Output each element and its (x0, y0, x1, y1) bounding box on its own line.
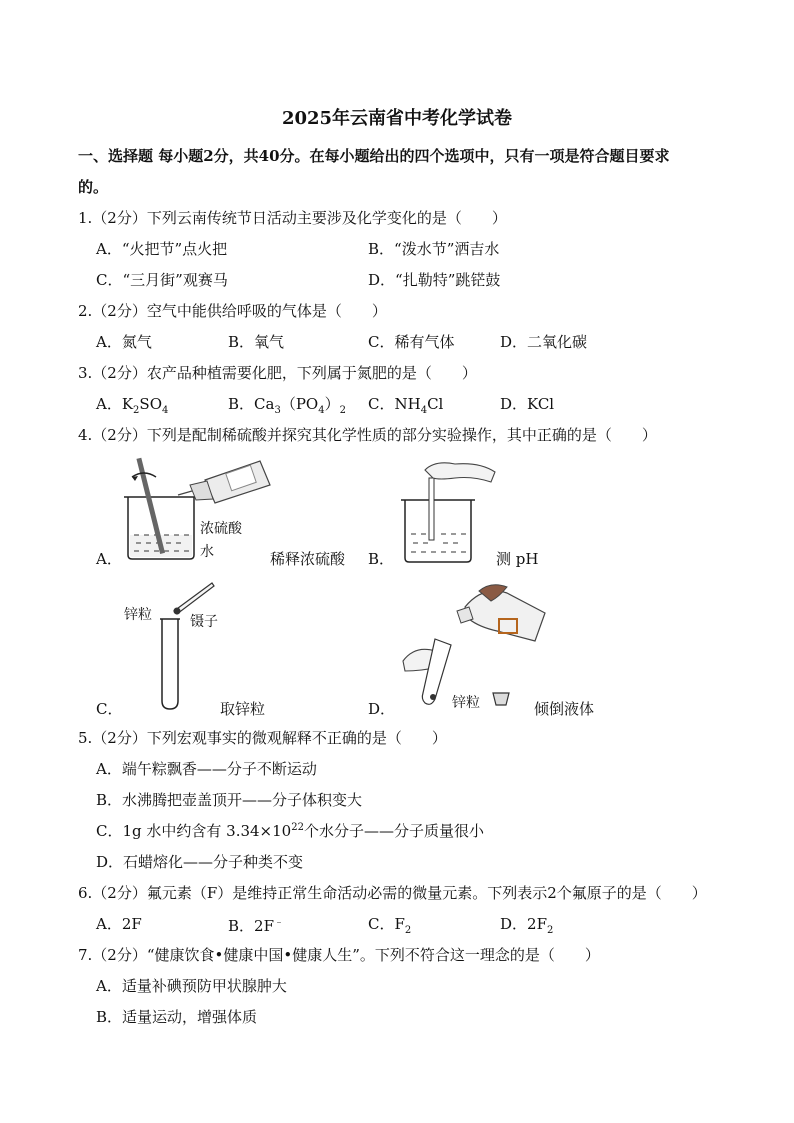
question-1-option-d: D．“扎勒特”跳铓鼓 (368, 271, 501, 289)
question-3-option-d: D．KCl (500, 395, 555, 413)
question-5-option-c: C．1g 水中约含有 $3.34\times 10^{22}$个水分子——分子质量很小 (96, 822, 484, 840)
question-6-option-b: B．2F﹣ (228, 917, 284, 935)
label-concentrated-acid: 浓硫酸 (200, 521, 242, 537)
page-title: 2025年云南省中考化学试卷 (281, 108, 513, 129)
question-4-option-a-letter: A． (96, 550, 122, 568)
question-3-option-b: B．$Ca_3(PO_4)_2$ (228, 395, 346, 416)
question-4-stem: 4.（2分）下列是配制稀硫酸并探究其化学性质的部分实验操作，其中正确的是（ ） (78, 426, 657, 444)
question-1-option-c: C．“三月街”观赛马 (96, 271, 228, 289)
question-4-option-b-caption: 测 pH (496, 550, 539, 568)
question-2-option-a: A．氮气 (96, 333, 152, 351)
question-3-option-c: C．$NH_4Cl$ (368, 395, 444, 416)
question-1-stem: 1.（2分）下列云南传统节日活动主要涉及化学变化的是（ ） (78, 209, 507, 227)
label-tweezers: 镊子 (190, 614, 218, 630)
question-4-option-b-letter: B． (368, 550, 395, 568)
question-2-option-c: C．稀有气体 (368, 333, 455, 351)
figure-take-zinc (150, 575, 230, 715)
question-6-option-d: D．$2F_2$ (500, 915, 554, 936)
question-7-option-b: B．适量运动，增强体质 (96, 1008, 258, 1026)
question-7-stem: 7.（2分）“健康饮食•健康中国•健康人生”。下列不符合这一理念的是（ ） (78, 946, 600, 964)
section-heading: 一、选择题 每小题2分，共40分。在每小题给出的四个选项中，只有一项是符合题目要求 (78, 147, 670, 165)
question-4-option-d-caption: 倾倒液体 (534, 700, 595, 718)
label-water: 水 (200, 544, 214, 560)
question-5-stem: 5.（2分）下列宏观事实的微观解释不正确的是（ ） (78, 729, 447, 747)
question-5-option-a: A．端午粽飘香——分子不断运动 (96, 760, 317, 778)
figure-dilute-acid (110, 455, 280, 565)
question-4-option-d-letter: D． (368, 700, 396, 718)
question-6-option-a: A．2F (96, 915, 142, 933)
question-2-stem: 2.（2分）空气中能供给呼吸的气体是（ ） (78, 302, 387, 320)
question-3-option-a: A．$K_2SO_4$ (96, 395, 169, 416)
question-3-stem: 3.（2分）农产品种植需要化肥，下列属于氮肥的是（ ） (78, 364, 477, 382)
section-heading-cont: 的。 (78, 178, 109, 196)
label-zinc-granule: 锌粒 (124, 607, 152, 623)
question-2-option-d: D．二氧化碳 (500, 333, 588, 351)
question-2-option-b: B．氧气 (228, 333, 285, 351)
label-zinc-granule-d: 锌粒 (452, 695, 480, 711)
question-1-option-a: A．“火把节”点火把 (96, 240, 228, 258)
question-4-option-c-letter: C． (96, 700, 123, 718)
question-5-option-b: B．水沸腾把壶盖顶开——分子体积变大 (96, 791, 363, 809)
question-1-option-b: B．“泼水节”洒吉水 (368, 240, 500, 258)
figure-measure-ph (395, 458, 505, 568)
question-4-option-c-caption: 取锌粒 (220, 700, 266, 718)
question-4-option-a-caption: 稀释浓硫酸 (270, 550, 346, 568)
question-6-stem: 6.（2分）氟元素（F）是维持正常生命活动必需的微量元素。下列表示2个氟原子的是（ ） (78, 884, 707, 902)
question-7-option-a: A．适量补碘预防甲状腺肿大 (96, 977, 287, 995)
question-5-option-d: D．石蜡熔化——分子种类不变 (96, 853, 304, 871)
question-6-option-c: C．$F_2$ (368, 915, 412, 936)
